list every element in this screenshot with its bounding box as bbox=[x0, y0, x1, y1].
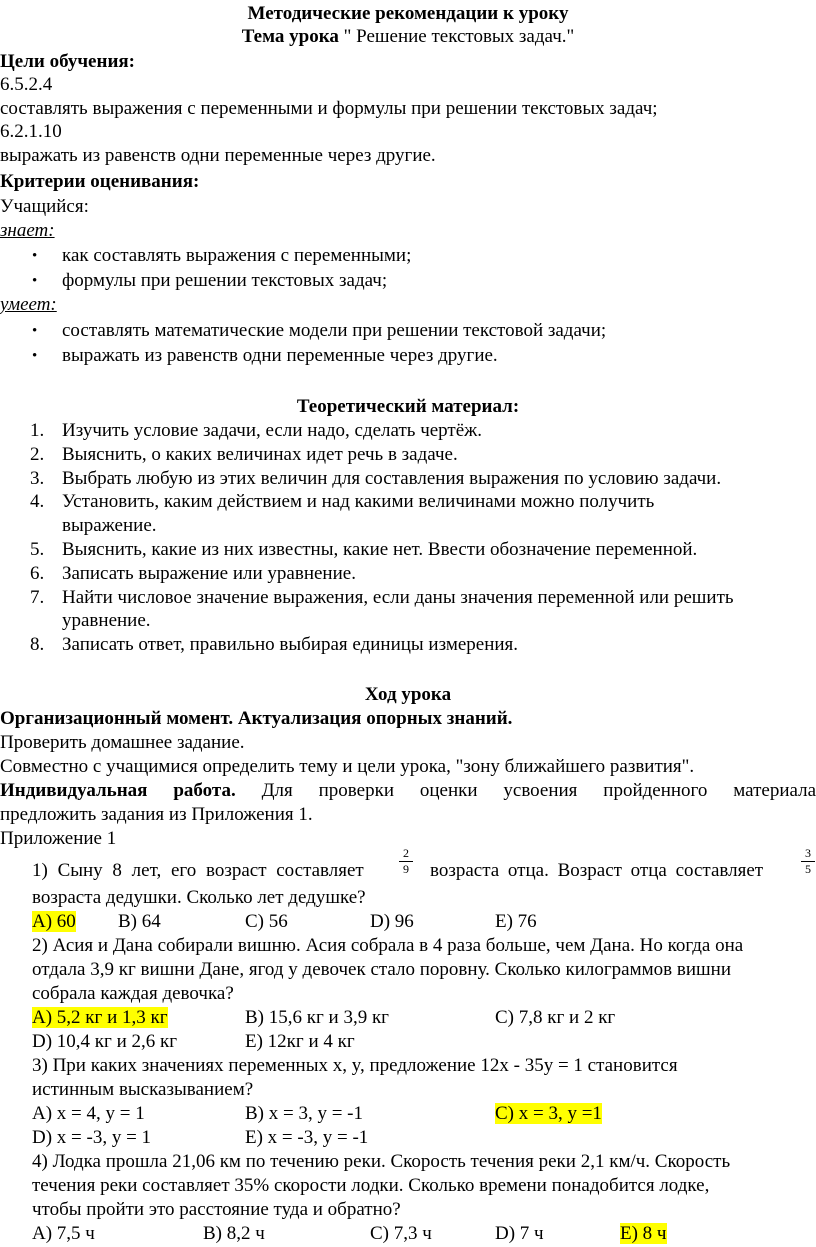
step-text: Выяснить, какие из них известны, какие нет. Ввести обозначение переменной. bbox=[62, 539, 698, 560]
knows-label: знает: bbox=[0, 220, 55, 241]
individual-label: Индивидуальная работа. bbox=[0, 780, 236, 801]
topic-label: Тема урока bbox=[241, 26, 339, 47]
bullet-icon: • bbox=[32, 248, 38, 264]
topic-value: " Решение текстовых задач." bbox=[338, 26, 575, 47]
task3-option-b[interactable]: B) x = 3, y = -1 bbox=[245, 1103, 364, 1124]
step-text: Записать выражение или уравнение. bbox=[62, 563, 356, 584]
step-text: Выяснить, о каких величинах идет речь в задаче. bbox=[62, 444, 458, 465]
task2-option-d[interactable]: D) 10,4 кг и 2,6 кг bbox=[32, 1031, 178, 1052]
appendix-label: Приложение 1 bbox=[0, 828, 117, 849]
task1-option-e[interactable]: E) 76 bbox=[495, 911, 537, 932]
task1-text-b: возраста отца. Возраст отца составляет bbox=[430, 860, 764, 881]
fraction-denominator: 5 bbox=[805, 862, 811, 876]
task1-option-c[interactable]: C) 56 bbox=[245, 911, 288, 932]
step-number: 6. bbox=[30, 563, 45, 584]
org-moment: Организационный момент. Актуализация опорных знаний. bbox=[0, 708, 513, 729]
step-text: Записать ответ, правильно выбирая единицы измерения. bbox=[62, 634, 519, 655]
knows-item-2: формулы при решении текстовых задач; bbox=[62, 270, 388, 291]
task4-option-c[interactable]: C) 7,3 ч bbox=[370, 1223, 432, 1244]
task2-option-c[interactable]: C) 7,8 кг и 2 кг bbox=[495, 1007, 616, 1028]
step-number: 4. bbox=[30, 491, 45, 512]
knows-item-1: как составлять выражения с переменными; bbox=[62, 245, 412, 266]
task2-option-e[interactable]: E) 12кг и 4 кг bbox=[245, 1031, 355, 1052]
task1-text-line2: возраста дедушки. Сколько лет дедушке? bbox=[32, 887, 366, 908]
goal-code-1: 6.5.2.4 bbox=[0, 74, 53, 95]
goal-text-2: выражать из равенств одни переменные через другие. bbox=[0, 145, 436, 166]
step-text-cont: уравнение. bbox=[62, 610, 151, 631]
bullet-icon: • bbox=[32, 323, 38, 339]
step-text: Выбрать любую из этих величин для составления выражения по условию задачи. bbox=[62, 468, 722, 489]
task1-option-a[interactable] bbox=[32, 910, 76, 933]
task2-text-1: 2) Асия и Дана собирали вишню. Асия собрала в 4 раза больше, чем Дана. Но когда она bbox=[32, 935, 744, 956]
lesson-topic bbox=[0, 25, 816, 48]
correct-answer-highlight: A) 60 bbox=[32, 911, 76, 932]
fraction-numerator: 3 bbox=[805, 846, 811, 860]
correct-answer-highlight: C) x = 3, y =1 bbox=[495, 1103, 602, 1124]
zone-line: Совместно с учащимися определить тему и цели урока, "зону ближайшего развития". bbox=[0, 756, 695, 777]
goal-text-1: составлять выражения с переменными и формулы при решении текстовых задач; bbox=[0, 98, 658, 119]
bullet-icon: • bbox=[32, 273, 38, 289]
task4-text-3: чтобы пройти это расстояние туда и обратно? bbox=[32, 1199, 401, 1220]
homework-line: Проверить домашнее задание. bbox=[0, 732, 245, 753]
task2-text-3: собрала каждая девочка? bbox=[32, 983, 234, 1004]
task1-option-d[interactable]: D) 96 bbox=[370, 911, 414, 932]
individual-text-2: предложить задания из Приложения 1. bbox=[0, 804, 313, 825]
task3-option-e[interactable]: E) x = -3, y = -1 bbox=[245, 1127, 369, 1148]
step-text: Изучить условие задачи, если надо, сделать чертёж. bbox=[62, 420, 483, 441]
task4-option-d[interactable]: D) 7 ч bbox=[495, 1223, 544, 1244]
task4-option-b[interactable]: B) 8,2 ч bbox=[203, 1223, 265, 1244]
task2-option-b[interactable]: B) 15,6 кг и 3,9 кг bbox=[245, 1007, 389, 1028]
can-item-2: выражать из равенств одни переменные через другие. bbox=[62, 345, 498, 366]
fraction-3-5 bbox=[801, 847, 815, 876]
step-number: 2. bbox=[30, 444, 45, 465]
can-label: умеет: bbox=[0, 294, 57, 315]
task3-option-a[interactable]: A) x = 4, y = 1 bbox=[32, 1103, 145, 1124]
step-number: 8. bbox=[30, 634, 45, 655]
individual-text: Для проверки оценки усвоения пройденного материала bbox=[235, 780, 816, 801]
bullet-icon: • bbox=[32, 348, 38, 364]
task3-text-1: 3) При каких значениях переменных x, y, предложение 12x - 35y = 1 становится bbox=[32, 1055, 678, 1076]
task4-text-2: течения реки составляет 35% скорости лодки. Сколько времени понадобится лодке, bbox=[32, 1175, 710, 1196]
step-text-cont: выражение. bbox=[62, 515, 157, 536]
student-label: Учащийся: bbox=[0, 196, 89, 217]
fraction-numerator: 2 bbox=[403, 846, 409, 860]
step-number: 7. bbox=[30, 587, 45, 608]
task3-option-d[interactable]: D) x = -3, y = 1 bbox=[32, 1127, 152, 1148]
goal-code-2: 6.2.1.10 bbox=[0, 121, 62, 142]
task2-option-a[interactable] bbox=[32, 1006, 168, 1029]
task4-text-1: 4) Лодка прошла 21,06 км по течению реки. Скорость течения реки 2,1 км/ч. Скорость bbox=[32, 1151, 731, 1172]
step-text: Установить, каким действием и над какими величинами можно получить bbox=[62, 491, 655, 512]
task2-text-2: отдала 3,9 кг вишни Дане, ягод у девочек стало поровну. Сколько килограммов вишни bbox=[32, 959, 731, 980]
lesson-heading: Ход урока bbox=[364, 684, 452, 705]
task3-text-2: истинным высказыванием? bbox=[32, 1079, 254, 1100]
can-item-1: составлять математические модели при решении текстовой задачи; bbox=[62, 320, 607, 341]
task4-option-e[interactable] bbox=[620, 1222, 667, 1245]
task4-option-a[interactable]: A) 7,5 ч bbox=[32, 1223, 95, 1244]
task3-option-c[interactable] bbox=[495, 1102, 602, 1125]
step-number: 5. bbox=[30, 539, 45, 560]
step-number: 1. bbox=[30, 420, 45, 441]
individual-work-line bbox=[0, 779, 816, 802]
criteria-heading: Критерии оценивания: bbox=[0, 171, 200, 192]
task1-text-a: 1) Сыну 8 лет, его возраст составляет bbox=[32, 860, 364, 881]
fraction-denominator: 9 bbox=[403, 862, 409, 876]
goals-heading: Цели обучения: bbox=[0, 51, 135, 72]
step-text: Найти числовое значение выражения, если даны значения переменной или решить bbox=[62, 587, 734, 608]
step-number: 3. bbox=[30, 468, 45, 489]
correct-answer-highlight: E) 8 ч bbox=[620, 1223, 667, 1244]
correct-answer-highlight: A) 5,2 кг и 1,3 кг bbox=[32, 1007, 168, 1028]
theory-heading: Теоретический материал: bbox=[296, 396, 520, 417]
task1-option-b[interactable]: B) 64 bbox=[118, 911, 161, 932]
fraction-2-9 bbox=[399, 847, 413, 876]
document-title: Методические рекомендации к уроку bbox=[247, 3, 569, 24]
